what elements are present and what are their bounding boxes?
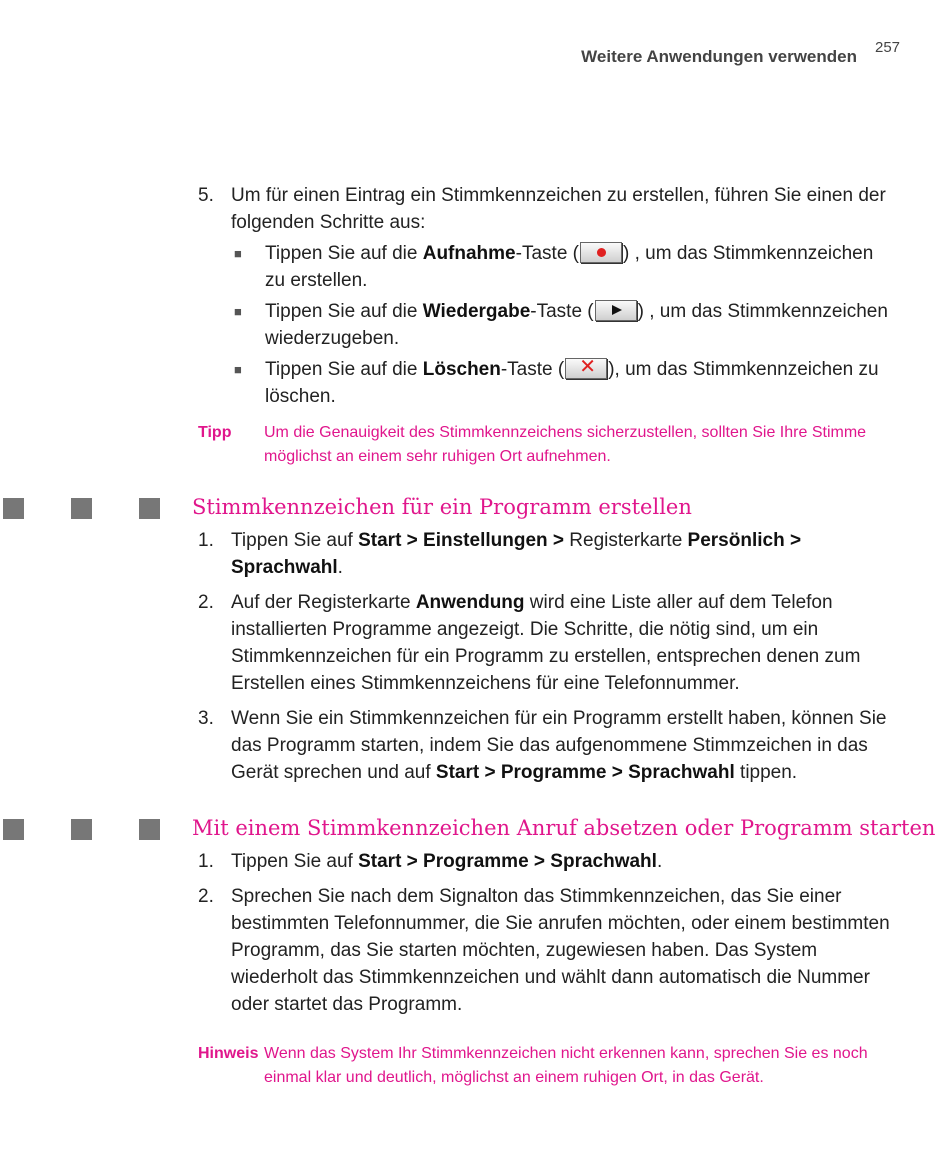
play-button-icon [595,300,637,321]
running-header: Weitere Anwendungen verwenden [581,47,857,66]
bullet-delete: ■ Tippen Sie auf die Löschen-Taste ( ✕ ), um das Stimmkennzeichen zu löschen. [234,356,879,407]
section-marker-square [3,819,24,840]
section-marker-square [139,819,160,840]
section-1-step-2: 2. Auf der Registerkarte Anwendung wird eine Liste aller auf dem Telefon installierten Programme angezeigt. Die Schritte, die nötig sind, um ein Stimmkennzeichen für ein Programm zu erstellen, entsprechen denen zum Erstellen eines Stimmkennzeichens für eine Telefonnummer. [198,592,861,694]
bullet-square-icon: ■ [234,246,242,261]
hinweis-text: Wenn das System Ihr Stimmkennzeichen nicht erkennen kann, sprechen Sie es noch einmal klar und deutlich, möglichst an einem ruhigen Ort, in das Gerät. [264,1045,868,1086]
tip-text: Um die Genauigkeit des Stimmkennzeichens sicherzustellen, sollten Sie Ihre Stimme möglichst an einem sehr ruhigen Ort aufnehmen. [264,424,867,465]
section-1-step-3: 3. Wenn Sie ein Stimmkennzeichen für ein Programm erstellt haben, können Sie das Programm starten, indem Sie das aufgenommene Stimmzeichen in das Gerät sprechen und auf Start > Programme > Sprachwahl tippen. [198,708,887,783]
play-key-label: Wiedergabe [422,301,531,322]
section-marker-square [139,498,160,519]
section-heading-program: Stimmkennzeichen für ein Programm erstellen [192,495,692,519]
hinweis-label: Hinweis [198,1045,259,1062]
section-2-step-1: 1. Tippen Sie auf Start > Programme > Sprachwahl. [198,851,663,872]
record-button-icon [580,242,622,263]
section-heading-call: Mit einem Stimmkennzeichen Anruf absetzen oder Programm starten [192,816,936,840]
step-5 [198,182,898,236]
step-5-block [198,182,898,410]
section-1-step-1: 1. Tippen Sie auf Start > Einstellungen > Registerkarte Persönlich > Sprachwahl. [198,530,802,578]
bullet-play: ■ Tippen Sie auf die Wiedergabe-Taste ( ) , um das Stimmkennzeichen wiederzugeben. [198,298,898,352]
page-number: 257 [875,39,901,56]
bullet-square-icon: ■ [234,304,242,319]
tip-note [198,421,898,469]
section-marker-square [71,498,92,519]
delete-key-label: Löschen [422,359,501,380]
section-1-steps [198,527,898,786]
step-text: Um für einen Eintrag ein Stimmkennzeichen zu erstellen, führen Sie einen der folgenden Schritte aus: [231,185,886,233]
section-marker-square [71,819,92,840]
record-key-label: Aufnahme [422,243,516,264]
hinweis-note [198,1042,898,1090]
section-2-steps [198,848,898,1018]
bullet-record: ■ Tippen Sie auf die Aufnahme-Taste ( ) , um das Stimmkennzeichen zu erstellen. [198,240,898,294]
section-2-step-2: 2. Sprechen Sie nach dem Signalton das Stimmkennzeichen, das Sie einer bestimmten Telefonnummer, die Sie anrufen möchten, oder einem bestimmten Programm, das Sie starten möchten, zugewiesen haben. Das System wiederholt das Stimmkennzeichen und wählt dann automatisch die Nummer oder startet das Programm. [198,886,890,1015]
bullet-square-icon: ■ [234,362,242,377]
section-marker-square [3,498,24,519]
delete-button-icon: ✕ [565,358,607,379]
tip-label: Tipp [198,424,232,441]
step-number: 5. [198,185,214,206]
